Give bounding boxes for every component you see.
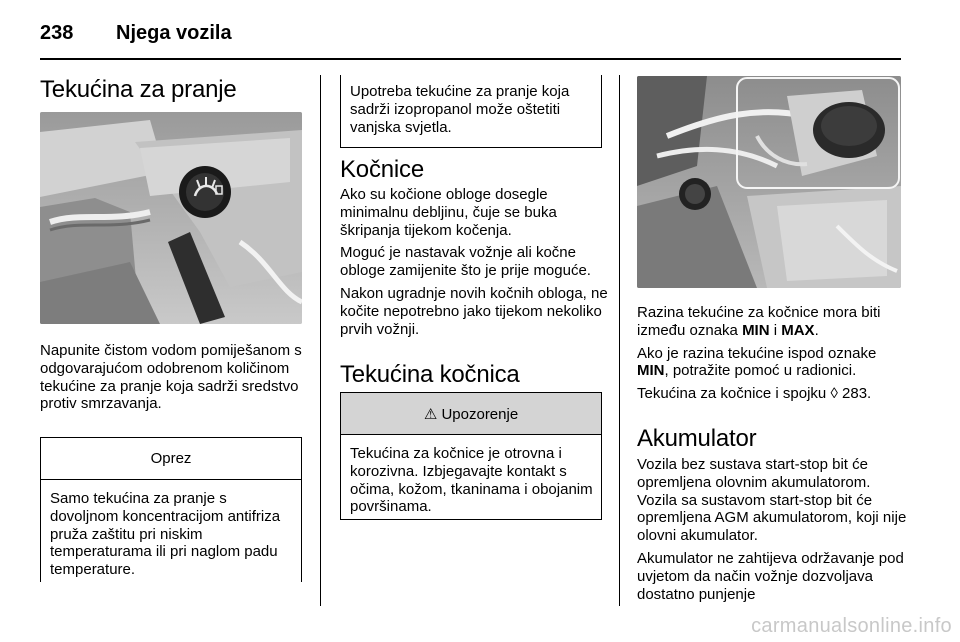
brake-fluid-level-paragraph: Razina tekućine za kočnice mora biti između oznaka MIN i MAX. (637, 304, 881, 339)
battery-text (637, 456, 909, 603)
header-rule (40, 58, 901, 60)
warning-title: Upozorenje (441, 406, 519, 423)
washer-fill-instruction: Napunite čistom vodom pomiješanom s odgovarajućom odobrenom količinom tekućine za pranje koja sadrži sredstvo protiv smrzavanja. (40, 342, 302, 413)
battery-heading: Akumulator (637, 425, 757, 452)
column-divider-1 (320, 75, 321, 606)
min-mark-2: MIN (637, 362, 665, 380)
isopropanol-note-box (340, 75, 602, 148)
brake-fluid-text (637, 304, 907, 403)
isopropanol-note-text: Upotreba tekućine za pranje koja sadrži izopropanol može oštetiti vanjska svjetla. (350, 83, 570, 136)
brake-fluid-low-paragraph: Ako je razina tekućine ispod oznake MIN, potražite pomoć u radionici. (637, 344, 877, 380)
page-number: 238 (40, 22, 74, 44)
battery-paragraph-1: Vozila bez sustava start-stop bit će opremljena olovnim akumulatorom. Vozila sa sustavom start-stop bit će opremljena AGM akumulatorom, koji nije olovni akumulator. (637, 456, 907, 545)
brakes-paragraph-2: Moguć je nastavak vožnje ali kočne obloge zamijenite što je prije moguće. (340, 244, 591, 280)
column-divider-2 (619, 75, 620, 606)
caution-text: Samo tekućina za pranje s dovoljnom koncentracijom antifriza pruža zaštitu pri niskim temperaturama ili pri naglom padu temperature. (50, 490, 281, 579)
brakes-paragraph-3: Nakon ugradnje novih kočnih obloga, ne kočite nepotrebno jako tijekom nekoliko prvih vožnji. (340, 284, 608, 338)
brakes-heading: Kočnice (340, 156, 424, 183)
brake-fluid-heading: Tekućina kočnica (340, 361, 520, 388)
brake-fluid-reservoir-image (637, 76, 901, 288)
caution-box (40, 437, 302, 582)
washer-reservoir-image (40, 112, 302, 324)
running-title: Njega vozila (116, 22, 232, 44)
washer-fluid-heading: Tekućina za pranje (40, 76, 237, 103)
max-mark: MAX (781, 321, 815, 339)
min-mark: MIN (742, 321, 770, 339)
brakes-paragraph-1: Ako su kočione obloge dosegle minimalnu debljinu, čuje se buka škripanja tijekom kočenja. (340, 186, 557, 239)
warning-title-bar (341, 393, 601, 435)
brakes-text (340, 186, 610, 338)
page-reference-icon: ◊ (830, 385, 838, 403)
watermark-logo: carmanualsonline.info (751, 615, 952, 637)
warning-box (340, 392, 602, 520)
warning-triangle-icon: ⚠ (423, 406, 438, 423)
brake-fluid-reference: Tekućina za kočnice i spojku ◊ 283. (637, 385, 872, 403)
page-reference-link[interactable]: 283. (837, 385, 872, 403)
caution-title: Oprez (41, 438, 301, 480)
battery-paragraph-2: Akumulator ne zahtijeva održavanje pod uvjetom da način vožnje dozvoljava dostatno punjenje (637, 549, 904, 603)
warning-text: Tekućina za kočnice je otrovna i korozivna. Izbjegavajte kontakt s očima, kožom, tkaninama i obojanim površinama. (350, 445, 593, 516)
